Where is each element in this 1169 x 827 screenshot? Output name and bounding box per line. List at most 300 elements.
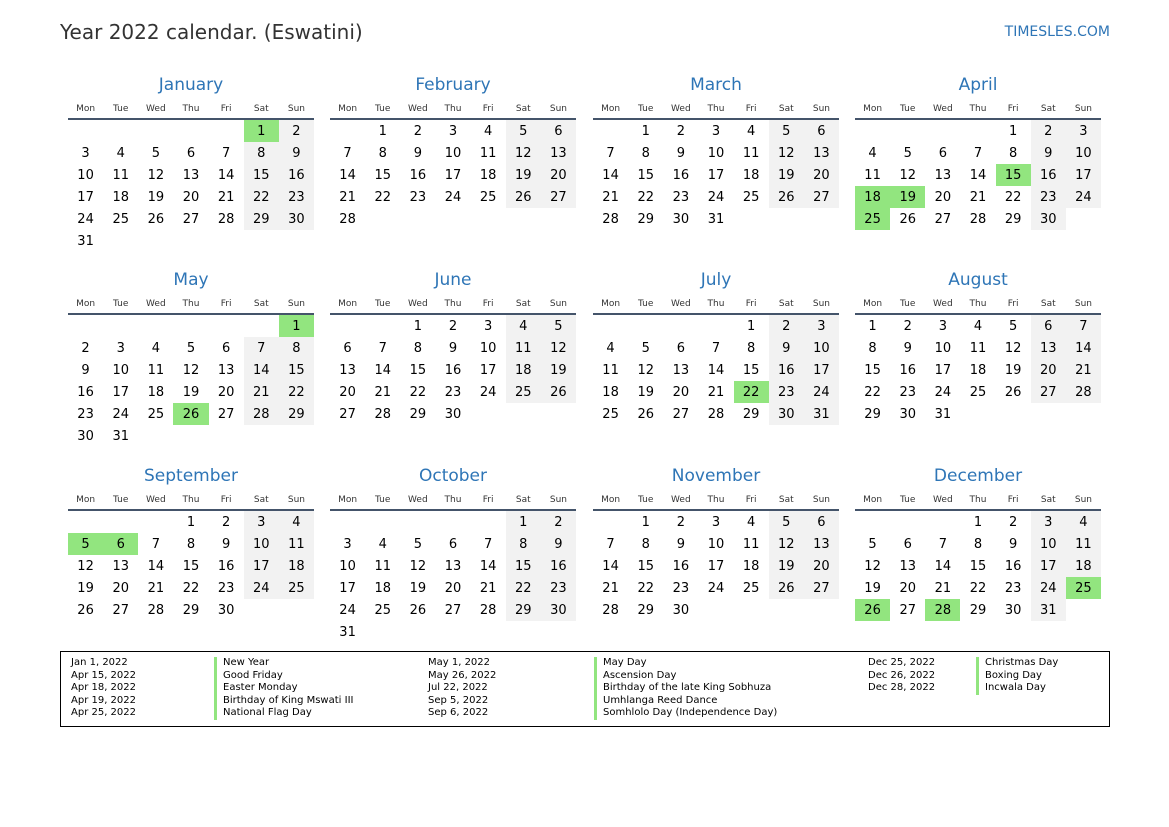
day-cell[interactable]: 7 (606, 145, 615, 161)
day-cell[interactable]: 12 (147, 167, 165, 183)
day-cell[interactable]: 29 (969, 602, 987, 618)
day-cell[interactable]: 28 (479, 602, 497, 618)
day-cell[interactable]: 10 (112, 362, 129, 378)
day-cell[interactable]: 26 (77, 602, 94, 618)
day-cell[interactable]: 16 (279, 164, 314, 186)
day-cell[interactable]: 9 (676, 145, 685, 161)
day-cell[interactable]: 14 (147, 558, 165, 574)
day-cell[interactable]: 8 (413, 340, 422, 356)
day-cell[interactable]: 24 (479, 384, 497, 400)
day-cell[interactable]: 17 (707, 558, 725, 574)
day-cell[interactable]: 26 (1004, 384, 1022, 400)
day-cell[interactable]: 19 (864, 580, 881, 596)
day-cell[interactable]: 4 (279, 510, 314, 533)
day-cell[interactable]: 3 (81, 145, 90, 161)
day-cell[interactable]: 29 (182, 602, 200, 618)
day-cell[interactable]: 8 (506, 533, 541, 555)
day-cell[interactable]: 2 (903, 318, 912, 334)
day-cell[interactable]: 9 (1008, 536, 1018, 552)
day-cell[interactable]: 14 (602, 167, 619, 183)
day-cell[interactable]: 29 (244, 208, 279, 230)
day-cell[interactable]: 16 (899, 362, 916, 378)
day-cell[interactable]: 1 (413, 318, 422, 334)
day-cell[interactable]: 17 (112, 384, 129, 400)
day-cell[interactable]: 13 (672, 362, 690, 378)
day-cell[interactable]: 7 (711, 340, 721, 356)
day-cell[interactable]: 13 (541, 142, 576, 164)
day-cell[interactable]: 12 (637, 362, 654, 378)
day-cell[interactable]: 12 (769, 142, 804, 164)
day-cell[interactable]: 22 (969, 580, 987, 596)
day-cell[interactable]: 11 (742, 145, 760, 161)
day-cell[interactable]: 14 (934, 558, 952, 574)
day-cell[interactable]: 30 (279, 208, 314, 230)
day-cell[interactable]: 24 (244, 577, 279, 599)
day-cell[interactable]: 19 (769, 555, 804, 577)
day-cell[interactable]: 3 (804, 314, 839, 337)
day-cell[interactable]: 4 (378, 536, 387, 552)
day-cell[interactable]: 21 (602, 189, 619, 205)
day-cell[interactable]: 16 (672, 558, 690, 574)
day-cell[interactable]: 23 (672, 580, 690, 596)
day-cell[interactable]: 6 (186, 145, 196, 161)
day-cell[interactable]: 25 (742, 189, 760, 205)
day-cell[interactable]: 4 (151, 340, 160, 356)
day-cell[interactable]: 7 (221, 145, 231, 161)
day-cell[interactable]: 18 (506, 359, 541, 381)
day-cell[interactable]: 7 (1066, 314, 1101, 337)
day-cell[interactable]: 7 (483, 536, 493, 552)
day-cell[interactable]: 23 (1031, 186, 1066, 208)
day-cell[interactable]: 16 (1004, 558, 1022, 574)
day-cell[interactable]: 9 (903, 340, 912, 356)
day-cell[interactable]: 5 (413, 536, 422, 552)
day-cell[interactable]: 10 (707, 145, 725, 161)
day-cell[interactable]: 15 (637, 167, 654, 183)
day-cell[interactable]: 2 (676, 514, 685, 530)
day-cell[interactable]: 26 (409, 602, 427, 618)
day-cell[interactable]: 5 (641, 340, 650, 356)
day-cell[interactable]: 5 (541, 314, 576, 337)
day-cell[interactable]: 20 (112, 580, 129, 596)
day-cell[interactable]: 6 (804, 510, 839, 533)
day-cell[interactable]: 6 (541, 119, 576, 142)
day-cell[interactable]: 20 (899, 580, 916, 596)
day-cell[interactable]: 13 (1031, 337, 1066, 359)
day-cell[interactable]: 24 (707, 189, 725, 205)
day-cell[interactable]: 28 (602, 211, 619, 227)
day-cell[interactable]: 16 (1031, 164, 1066, 186)
day-cell[interactable]: 11 (112, 167, 129, 183)
holiday-day-cell[interactable]: 28 (925, 599, 960, 621)
day-cell[interactable]: 9 (541, 533, 576, 555)
day-cell[interactable]: 9 (448, 340, 458, 356)
day-cell[interactable]: 12 (899, 167, 916, 183)
day-cell[interactable]: 7 (378, 340, 387, 356)
day-cell[interactable]: 14 (1066, 337, 1101, 359)
day-cell[interactable]: 4 (606, 340, 615, 356)
day-cell[interactable]: 9 (676, 536, 685, 552)
day-cell[interactable]: 29 (742, 406, 760, 422)
day-cell[interactable]: 27 (899, 602, 916, 618)
day-cell[interactable]: 23 (541, 577, 576, 599)
day-cell[interactable]: 30 (541, 599, 576, 621)
day-cell[interactable]: 7 (606, 536, 615, 552)
day-cell[interactable]: 21 (147, 580, 165, 596)
holiday-day-cell[interactable]: 19 (890, 186, 925, 208)
day-cell[interactable]: 12 (182, 362, 200, 378)
day-cell[interactable]: 10 (77, 167, 94, 183)
day-cell[interactable]: 20 (672, 384, 690, 400)
day-cell[interactable]: 29 (409, 406, 427, 422)
day-cell[interactable]: 13 (217, 362, 235, 378)
day-cell[interactable]: 2 (676, 123, 685, 139)
day-cell[interactable]: 18 (374, 580, 391, 596)
day-cell[interactable]: 6 (448, 536, 458, 552)
holiday-day-cell[interactable]: 25 (1066, 577, 1101, 599)
day-cell[interactable]: 1 (746, 318, 756, 334)
day-cell[interactable]: 12 (864, 558, 881, 574)
day-cell[interactable]: 2 (1008, 514, 1018, 530)
day-cell[interactable]: 16 (672, 167, 690, 183)
day-cell[interactable]: 20 (444, 580, 462, 596)
holiday-day-cell[interactable]: 25 (855, 208, 890, 230)
day-cell[interactable]: 23 (769, 381, 804, 403)
day-cell[interactable]: 6 (343, 340, 352, 356)
day-cell[interactable]: 4 (746, 123, 756, 139)
day-cell[interactable]: 11 (969, 340, 987, 356)
holiday-day-cell[interactable]: 6 (103, 533, 138, 555)
day-cell[interactable]: 15 (409, 362, 427, 378)
day-cell[interactable]: 26 (769, 577, 804, 599)
day-cell[interactable]: 26 (899, 211, 916, 227)
holiday-day-cell[interactable]: 22 (734, 381, 769, 403)
day-cell[interactable]: 25 (479, 189, 497, 205)
day-cell[interactable]: 27 (217, 406, 235, 422)
day-cell[interactable]: 31 (112, 428, 129, 444)
holiday-day-cell[interactable]: 1 (279, 314, 314, 337)
day-cell[interactable]: 31 (934, 406, 952, 422)
day-cell[interactable]: 12 (1004, 340, 1022, 356)
day-cell[interactable]: 25 (374, 602, 391, 618)
day-cell[interactable]: 22 (864, 384, 881, 400)
day-cell[interactable]: 27 (804, 186, 839, 208)
day-cell[interactable]: 5 (1008, 318, 1018, 334)
day-cell[interactable]: 12 (541, 337, 576, 359)
day-cell[interactable]: 22 (409, 384, 427, 400)
day-cell[interactable]: 28 (707, 406, 725, 422)
day-cell[interactable]: 25 (506, 381, 541, 403)
day-cell[interactable]: 30 (77, 428, 94, 444)
day-cell[interactable]: 16 (77, 384, 94, 400)
day-cell[interactable]: 12 (769, 533, 804, 555)
day-cell[interactable]: 4 (483, 123, 493, 139)
day-cell[interactable]: 17 (77, 189, 94, 205)
holiday-day-cell[interactable]: 26 (855, 599, 890, 621)
day-cell[interactable]: 10 (479, 340, 497, 356)
day-cell[interactable]: 8 (641, 536, 650, 552)
day-cell[interactable]: 4 (1066, 510, 1101, 533)
day-cell[interactable]: 29 (506, 599, 541, 621)
day-cell[interactable]: 23 (217, 580, 235, 596)
day-cell[interactable]: 6 (938, 145, 947, 161)
day-cell[interactable]: 5 (903, 145, 912, 161)
day-cell[interactable]: 28 (147, 602, 165, 618)
day-cell[interactable]: 24 (1031, 577, 1066, 599)
holiday-day-cell[interactable]: 18 (855, 186, 890, 208)
day-cell[interactable]: 11 (374, 558, 391, 574)
day-cell[interactable]: 13 (899, 558, 916, 574)
day-cell[interactable]: 13 (339, 362, 356, 378)
day-cell[interactable]: 20 (804, 555, 839, 577)
day-cell[interactable]: 4 (506, 314, 541, 337)
day-cell[interactable]: 6 (676, 340, 685, 356)
day-cell[interactable]: 4 (868, 145, 877, 161)
day-cell[interactable]: 15 (182, 558, 200, 574)
day-cell[interactable]: 1 (1008, 123, 1018, 139)
day-cell[interactable]: 15 (742, 362, 760, 378)
day-cell[interactable]: 12 (409, 558, 427, 574)
day-cell[interactable]: 25 (602, 406, 619, 422)
day-cell[interactable]: 24 (934, 384, 952, 400)
day-cell[interactable]: 24 (77, 211, 94, 227)
day-cell[interactable]: 19 (147, 189, 165, 205)
day-cell[interactable]: 26 (637, 406, 654, 422)
day-cell[interactable]: 1 (506, 510, 541, 533)
day-cell[interactable]: 22 (374, 189, 391, 205)
day-cell[interactable]: 3 (938, 318, 947, 334)
day-cell[interactable]: 30 (769, 403, 804, 425)
day-cell[interactable]: 8 (868, 340, 877, 356)
day-cell[interactable]: 6 (804, 119, 839, 142)
day-cell[interactable]: 18 (147, 384, 165, 400)
day-cell[interactable]: 30 (672, 211, 690, 227)
day-cell[interactable]: 14 (602, 558, 619, 574)
day-cell[interactable]: 7 (244, 337, 279, 359)
day-cell[interactable]: 11 (864, 167, 881, 183)
day-cell[interactable]: 7 (938, 536, 947, 552)
day-cell[interactable]: 28 (374, 406, 391, 422)
day-cell[interactable]: 30 (899, 406, 916, 422)
day-cell[interactable]: 8 (279, 337, 314, 359)
holiday-day-cell[interactable]: 15 (996, 164, 1031, 186)
day-cell[interactable]: 15 (637, 558, 654, 574)
day-cell[interactable]: 17 (339, 580, 356, 596)
day-cell[interactable]: 16 (217, 558, 235, 574)
day-cell[interactable]: 5 (506, 119, 541, 142)
day-cell[interactable]: 28 (244, 403, 279, 425)
day-cell[interactable]: 22 (506, 577, 541, 599)
day-cell[interactable]: 15 (864, 362, 881, 378)
day-cell[interactable]: 24 (444, 189, 462, 205)
day-cell[interactable]: 25 (147, 406, 165, 422)
day-cell[interactable]: 21 (969, 189, 987, 205)
day-cell[interactable]: 23 (279, 186, 314, 208)
day-cell[interactable]: 1 (641, 123, 650, 139)
day-cell[interactable]: 14 (244, 359, 279, 381)
day-cell[interactable]: 8 (378, 145, 387, 161)
day-cell[interactable]: 19 (409, 580, 427, 596)
day-cell[interactable]: 11 (479, 145, 497, 161)
day-cell[interactable]: 28 (602, 602, 619, 618)
day-cell[interactable]: 23 (77, 406, 94, 422)
day-cell[interactable]: 15 (244, 164, 279, 186)
day-cell[interactable]: 8 (1008, 145, 1018, 161)
day-cell[interactable]: 28 (217, 211, 235, 227)
day-cell[interactable]: 17 (804, 359, 839, 381)
day-cell[interactable]: 19 (182, 384, 200, 400)
day-cell[interactable]: 11 (147, 362, 165, 378)
day-cell[interactable]: 31 (339, 624, 356, 640)
day-cell[interactable]: 28 (1066, 381, 1101, 403)
day-cell[interactable]: 3 (244, 510, 279, 533)
day-cell[interactable]: 19 (1004, 362, 1022, 378)
day-cell[interactable]: 17 (707, 167, 725, 183)
day-cell[interactable]: 5 (186, 340, 196, 356)
day-cell[interactable]: 3 (343, 536, 352, 552)
day-cell[interactable]: 10 (1066, 142, 1101, 164)
day-cell[interactable]: 22 (637, 580, 654, 596)
day-cell[interactable]: 14 (339, 167, 356, 183)
day-cell[interactable]: 23 (899, 384, 916, 400)
holiday-day-cell[interactable]: 26 (173, 403, 208, 425)
day-cell[interactable]: 2 (221, 514, 231, 530)
day-cell[interactable]: 30 (1004, 602, 1022, 618)
day-cell[interactable]: 8 (973, 536, 983, 552)
day-cell[interactable]: 16 (444, 362, 462, 378)
day-cell[interactable]: 9 (221, 536, 231, 552)
day-cell[interactable]: 14 (217, 167, 235, 183)
day-cell[interactable]: 18 (602, 384, 619, 400)
day-cell[interactable]: 4 (973, 318, 983, 334)
day-cell[interactable]: 29 (637, 211, 654, 227)
day-cell[interactable]: 24 (804, 381, 839, 403)
day-cell[interactable]: 13 (804, 533, 839, 555)
day-cell[interactable]: 17 (244, 555, 279, 577)
day-cell[interactable]: 22 (637, 189, 654, 205)
day-cell[interactable]: 18 (969, 362, 987, 378)
day-cell[interactable]: 19 (506, 164, 541, 186)
day-cell[interactable]: 6 (1031, 314, 1066, 337)
day-cell[interactable]: 20 (217, 384, 235, 400)
day-cell[interactable]: 3 (711, 514, 721, 530)
day-cell[interactable]: 13 (934, 167, 952, 183)
day-cell[interactable]: 11 (506, 337, 541, 359)
day-cell[interactable]: 11 (1066, 533, 1101, 555)
day-cell[interactable]: 23 (444, 384, 462, 400)
day-cell[interactable]: 15 (969, 558, 987, 574)
day-cell[interactable]: 5 (769, 119, 804, 142)
day-cell[interactable]: 13 (444, 558, 462, 574)
day-cell[interactable]: 14 (374, 362, 391, 378)
day-cell[interactable]: 14 (969, 167, 987, 183)
day-cell[interactable]: 24 (112, 406, 129, 422)
day-cell[interactable]: 27 (112, 602, 129, 618)
day-cell[interactable]: 11 (742, 536, 760, 552)
day-cell[interactable]: 1 (378, 123, 387, 139)
day-cell[interactable]: 3 (1031, 510, 1066, 533)
day-cell[interactable]: 3 (483, 318, 493, 334)
day-cell[interactable]: 22 (182, 580, 200, 596)
day-cell[interactable]: 2 (448, 318, 458, 334)
day-cell[interactable]: 16 (409, 167, 427, 183)
site-link[interactable]: TIMESLES.COM (1004, 24, 1110, 40)
day-cell[interactable]: 23 (1004, 580, 1022, 596)
day-cell[interactable]: 5 (151, 145, 160, 161)
day-cell[interactable]: 25 (112, 211, 129, 227)
day-cell[interactable]: 12 (506, 142, 541, 164)
day-cell[interactable]: 30 (672, 602, 690, 618)
day-cell[interactable]: 10 (244, 533, 279, 555)
day-cell[interactable]: 12 (77, 558, 94, 574)
day-cell[interactable]: 1 (186, 514, 196, 530)
day-cell[interactable]: 21 (1066, 359, 1101, 381)
day-cell[interactable]: 5 (769, 510, 804, 533)
day-cell[interactable]: 11 (279, 533, 314, 555)
day-cell[interactable]: 31 (1031, 599, 1066, 621)
day-cell[interactable]: 1 (973, 514, 983, 530)
day-cell[interactable]: 6 (903, 536, 912, 552)
day-cell[interactable]: 24 (1066, 186, 1101, 208)
day-cell[interactable]: 17 (1031, 555, 1066, 577)
day-cell[interactable]: 27 (541, 186, 576, 208)
day-cell[interactable]: 31 (707, 211, 725, 227)
day-cell[interactable]: 21 (479, 580, 497, 596)
day-cell[interactable]: 27 (182, 211, 200, 227)
day-cell[interactable]: 10 (934, 340, 952, 356)
day-cell[interactable]: 28 (969, 211, 987, 227)
day-cell[interactable]: 30 (444, 406, 462, 422)
day-cell[interactable]: 9 (769, 337, 804, 359)
day-cell[interactable]: 2 (279, 119, 314, 142)
day-cell[interactable]: 21 (339, 189, 356, 205)
day-cell[interactable]: 7 (343, 145, 352, 161)
day-cell[interactable]: 26 (769, 186, 804, 208)
day-cell[interactable]: 27 (444, 602, 462, 618)
day-cell[interactable]: 21 (602, 580, 619, 596)
day-cell[interactable]: 2 (1031, 119, 1066, 142)
day-cell[interactable]: 11 (602, 362, 619, 378)
day-cell[interactable]: 16 (541, 555, 576, 577)
day-cell[interactable]: 18 (742, 558, 760, 574)
day-cell[interactable]: 22 (1004, 189, 1022, 205)
day-cell[interactable]: 26 (506, 186, 541, 208)
day-cell[interactable]: 13 (182, 167, 200, 183)
day-cell[interactable]: 25 (279, 577, 314, 599)
day-cell[interactable]: 19 (769, 164, 804, 186)
day-cell[interactable]: 28 (339, 211, 356, 227)
day-cell[interactable]: 31 (77, 233, 94, 249)
day-cell[interactable]: 9 (81, 362, 90, 378)
day-cell[interactable]: 3 (448, 123, 458, 139)
day-cell[interactable]: 17 (1066, 164, 1101, 186)
day-cell[interactable]: 21 (244, 381, 279, 403)
day-cell[interactable]: 18 (279, 555, 314, 577)
day-cell[interactable]: 27 (1031, 381, 1066, 403)
day-cell[interactable]: 3 (1066, 119, 1101, 142)
day-cell[interactable]: 20 (339, 384, 356, 400)
day-cell[interactable]: 8 (244, 142, 279, 164)
day-cell[interactable]: 21 (374, 384, 391, 400)
day-cell[interactable]: 6 (221, 340, 231, 356)
day-cell[interactable]: 9 (413, 145, 422, 161)
day-cell[interactable]: 22 (244, 186, 279, 208)
day-cell[interactable]: 25 (969, 384, 987, 400)
day-cell[interactable]: 22 (279, 381, 314, 403)
day-cell[interactable]: 20 (1031, 359, 1066, 381)
day-cell[interactable]: 24 (339, 602, 356, 618)
day-cell[interactable]: 25 (742, 580, 760, 596)
